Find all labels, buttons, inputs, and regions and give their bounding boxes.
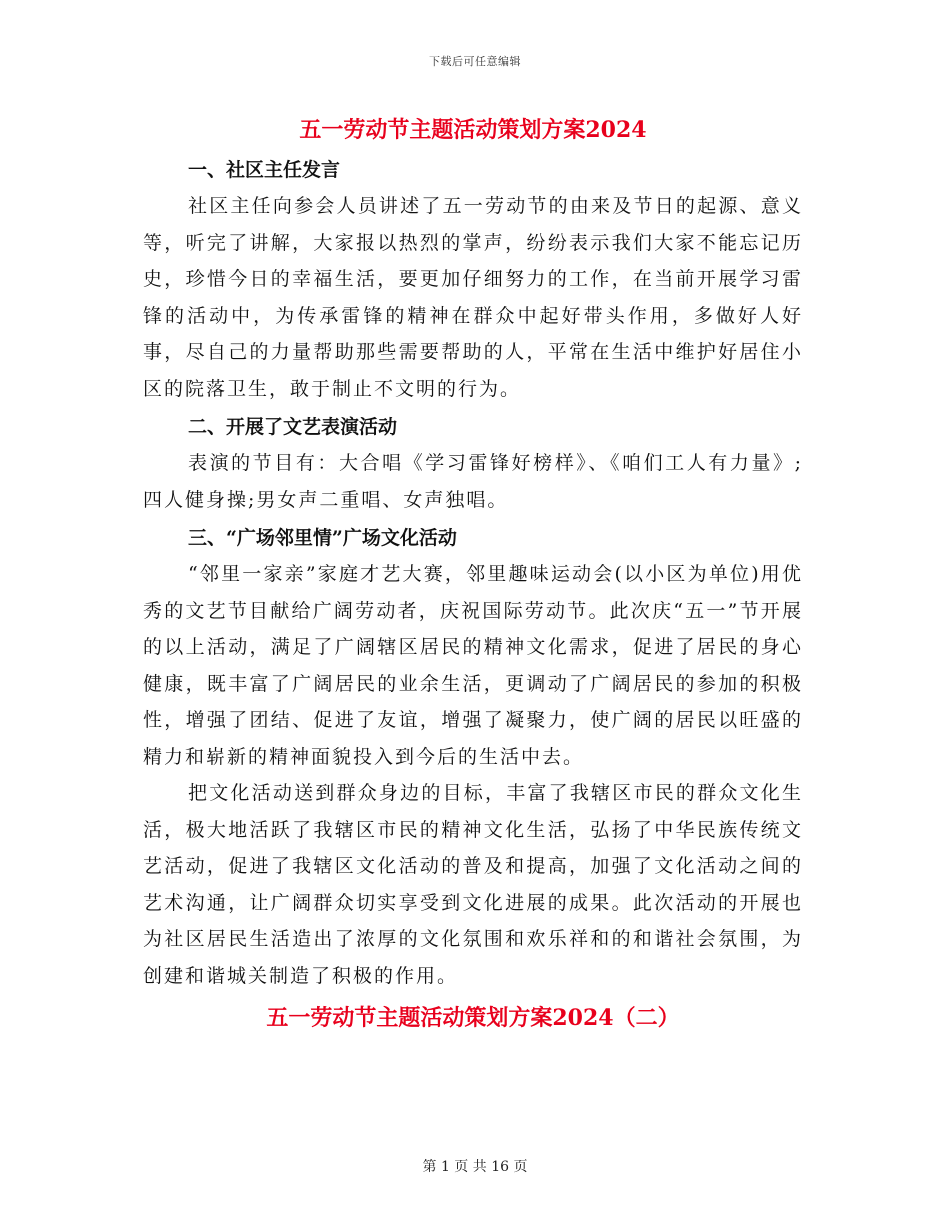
page-number-footer: 第 1 页 共 16 页 [422,1159,528,1175]
section-heading-3: 三、“广场邻里情”广场文化活动 [188,527,457,549]
document-title: 五一劳动节主题活动策划方案2024 [299,117,647,143]
section-1-paragraph: 社区主任向参会人员讲述了五一劳动节的由来及节日的起源、意义等，听完了讲解，大家报以热烈的掌声，纷纷表示我们大家不能忘记历史，珍惜今日的幸福生活，要更加仔细努力的工作，在当前开展学习雷锋的活动中，为传承雷锋的精神在群众中起好带头作用，多做好人好事，尽自己的力量帮助那些需要帮助的人，平常在生活中维护好居住小区的院落卫生，敢于制止不文明的行为。 [143,195,803,400]
page-header-note: 下载后可任意编辑 [429,55,521,68]
section-heading-2: 二、开展了文艺表演活动 [188,416,398,438]
section-2-paragraph: 表演的节目有：大合唱《学习雷锋好榜样》、《咱们工人有力量》;四人健身操;男女声二重唱、女声独唱。 [143,452,803,511]
section-heading-1: 一、社区主任发言 [188,159,341,181]
section-3-paragraph-1: “邻里一家亲”家庭才艺大赛，邻里趣味运动会(以小区为单位)用优秀的文艺节目献给广阔劳动者，庆祝国际劳动节。此次庆“五一”节开展的以上活动，满足了广阔辖区居民的精神文化需求，促进了居民的身心健康，既丰富了广阔居民的业余生活，更调动了广阔居民的参加的积极性，增强了团结、促进了友谊，增强了凝聚力，使广阔的居民以旺盛的精力和崭新的精神面貌投入到今后的生活中去。 [143,563,803,768]
document-body [143,112,803,1036]
section-3-paragraph-2: 把文化活动送到群众身边的目标，丰富了我辖区市民的群众文化生活，极大地活跃了我辖区市民的精神文化生活，弘扬了中华民族传统文艺活动，促进了我辖区文化活动的普及和提高，加强了文化活动之间的艺术沟通，让广阔群众切实享受到文化进展的成果。此次活动的开展也为社区居民生活造出了浓厚的文化氛围和欢乐祥和的和谐社会氛围，为创建和谐城关制造了积极的作用。 [143,782,803,987]
next-document-title: 五一劳动节主题活动策划方案2024（二） [266,1005,680,1031]
